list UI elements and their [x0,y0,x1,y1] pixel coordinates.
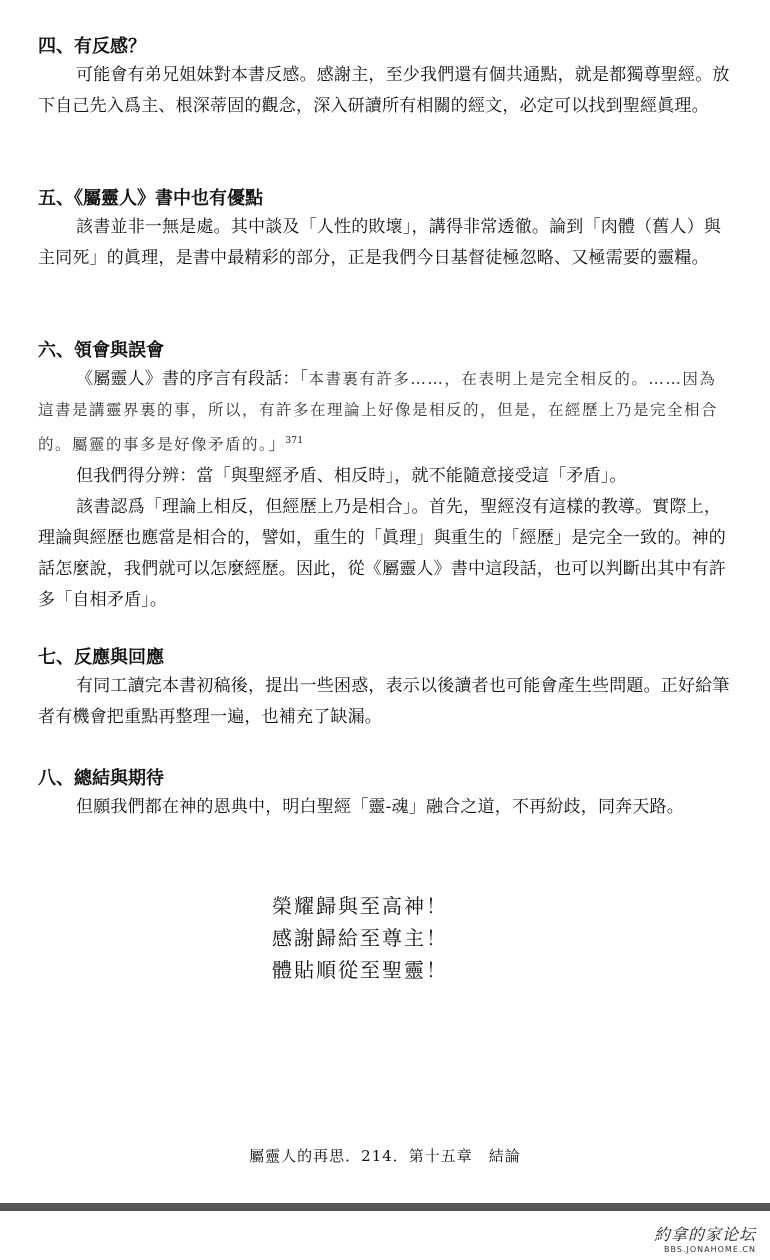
preface-quote: 本書裏有許多……，在表明上是完全相反的。……因為這書是講靈界裏的事，所以，有許多在理論上好像是相反的，但是，在經歷上乃是完全相合的。屬靈的事多是好像矛盾的。 [38,370,719,454]
section-heading: 四、有反感？ [38,36,146,57]
doxology-line: 感謝歸給至尊主！ [272,926,448,950]
section-paragraph: 有同工讀完本書初稿後，提出一些困惑，表示以後讀者也可能會產生些問題。正好給筆者有機會把重點再整理一遍，也補充了缺漏。 [38,676,730,727]
section-heading: 七、反應與回應 [38,647,164,668]
watermark-cn: 約拿的家论坛 [653,1225,756,1244]
doxology-line: 榮耀歸與至高神！ [272,894,448,918]
section-heading: 六、領會與誤會 [38,340,164,361]
forum-watermark [654,1222,756,1254]
section-8 [38,766,730,823]
page-footer: 屬靈人的再思．214．第十五章 結論 [249,1147,521,1165]
section-paragraph: 但我們得分辨：當「與聖經矛盾、相反時」，就不能隨意接受這「矛盾」。 [76,465,627,486]
quote-paragraph: 《屬靈人》書的序言有段話：「本書裏有許多……，在表明上是完全相反的。……因為這書是講靈界裏的事，所以，有許多在理論上好像是相反的，但是，在經歷上乃是完全相合的。屬靈的事多是好像矛盾的。」$^{371}$ [38,369,719,455]
section-4 [38,34,730,122]
section-heading: 五、《屬靈人》書中也有優點 [38,188,263,209]
watermark-en: BBS.JONAHOME.CN [664,1245,756,1254]
section-paragraph: 該書並非一無是處。其中談及「人性的敗壞」，講得非常透徹。論到「肉體（舊人）與主同死」的眞理，是書中最精彩的部分，正是我們今日基督徒極忽略、又極需要的靈糧。 [38,217,722,268]
section-7 [38,645,730,733]
section-6 [38,338,730,616]
doxology-line: 體貼順從至聖靈！ [272,958,448,982]
section-paragraph: 該書認爲「理論上相反，但經歷上乃是相合」。首先，聖經沒有這樣的教導。實際上，理論與經歷也應當是相合的，譬如，重生的「眞理」與重生的「經歷」是完全一致的。神的話怎麼說，我們就可以怎麼經歷。因此，從《屬靈人》書中這段話，也可以判斷出其中有許多「自相矛盾」。 [38,496,726,610]
footnote-ref: 371 [285,436,304,446]
section-paragraph: 可能會有弟兄姐妹對本書反感。感謝主，至少我們還有個共通點，就是都獨尊聖經。放下自己先入爲主、根深蒂固的觀念，深入研讀所有相關的經文，必定可以找到聖經眞理。 [38,65,730,116]
bottom-bar [0,1203,770,1211]
closing-doxology [272,890,448,986]
section-5 [38,186,730,274]
section-paragraph: 但願我們都在神的恩典中，明白聖經「靈-魂」融合之道，不再紛歧，同奔天路。 [76,797,684,817]
section-heading: 八、總結與期待 [38,768,164,789]
